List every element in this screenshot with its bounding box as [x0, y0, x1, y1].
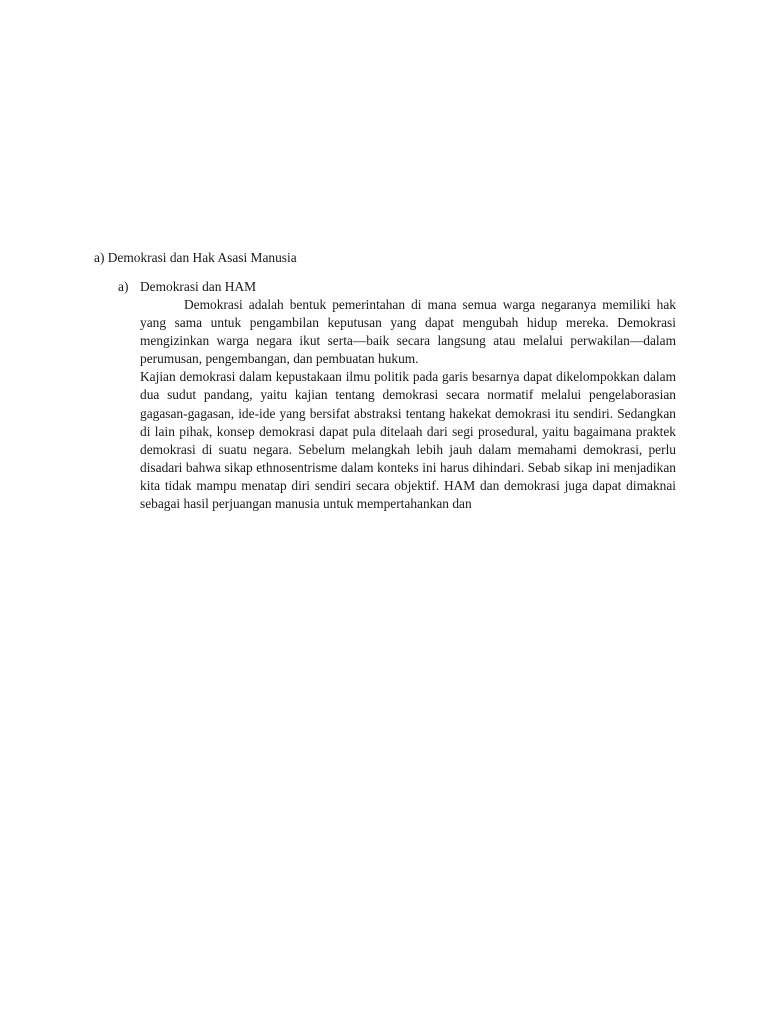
subsection-marker: a) — [118, 279, 129, 294]
subsection-body — [140, 278, 676, 513]
paragraph-kajian-demokrasi: Kajian demokrasi dalam kepustakaan ilmu politik pada garis besarnya dapat dikelompokkan dalam dua sudut pandang, yaitu kajian tentang demokrasi secara normatif melalui pengelaborasian gagasan-gagasan, ide-ide yang bersifat abstraksi tentang hakekat demokrasi itu sendiri. Sedangkan di lain pihak, konsep demokrasi dapat pula ditelaah dari segi prosedural, yaitu bagaimana praktek demokrasi di suatu negara. Sebelum melangkah lebih jauh dalam memahami demokrasi, perlu disadari bahwa sikap ethnosentrisme dalam konteks ini harus dihindari. Sebab sikap ini menjadikan kita tidak mampu menatap diri sendiri secara objektif. HAM dan demokrasi juga dapat dimaknai sebagai hasil perjuangan manusia untuk mempertahankan dan — [140, 369, 676, 512]
paragraph-demokrasi-definition: Demokrasi adalah bentuk pemerintahan di mana semua warga negaranya memiliki hak yang sama untuk pengambilan keputusan yang dapat mengubah hidup mereka. Demokrasi mengizinkan warga negara ikut serta—baik secara langsung atau melalui perwakilan—dalam perumusan, pengembangan, dan pembuatan hukum. — [140, 297, 676, 367]
section-heading: a) Demokrasi dan Hak Asasi Manusia — [94, 250, 297, 265]
subsection-title: Demokrasi dan HAM — [140, 279, 257, 294]
